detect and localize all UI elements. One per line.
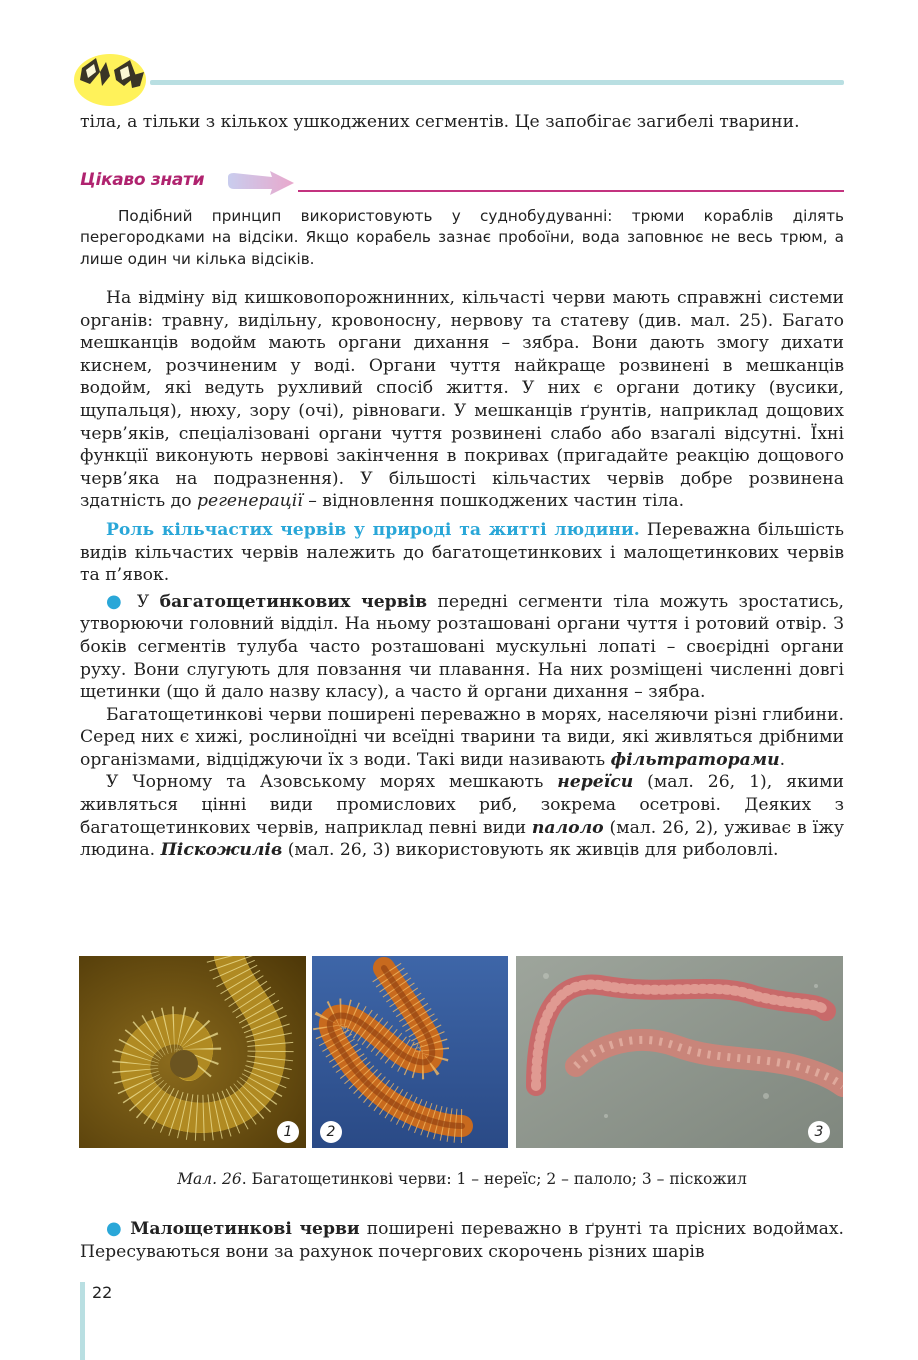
paragraph-polychaeta: [80, 591, 844, 704]
fact-rule: [298, 190, 844, 192]
para1-text-a: На відміну від кишковопорожнинних, кільчасті черви мають справжні системи органів: травну, видільну, кровоносну, нервову та статеву (див. мал. 25). Багато мешканців водойм мають органи дихання – зябра. Вони дають змогу дихати киснем, розчиненим у воді. Органи чуття найкраще розвинені в мешканців водойм, які ведуть рухливий спосіб життя. У них є органи дотику (вусики, щупальця), нюху, зору (очі), рівноваги. У мешканців ґрунтів, наприклад дощових черв’яків, спеціалізовані органи чуття розвинені слабо або взагалі відсутні. Їхні функції виконують нервові закінчення в покривах (пригадайте реакцію дощового черв’яка на подразнення). У більшості кільчастих червів добре розвинена здатність до: [80, 288, 844, 512]
bullet-icon: ●: [106, 1218, 124, 1239]
para4-text: Багатощетинкові черви поширені переважно в морях, населяючи різні глибини. Серед них є хижі, рослиноїдні чи всеїдні тварини та види, які живляться дрібними організмами, відціджуючи їх з води. Такі види називають: [80, 704, 844, 770]
figure-label-2: 2: [320, 1121, 342, 1143]
paragraph-role: [80, 519, 844, 587]
arrow-right-icon: [226, 171, 296, 195]
fact-title: Цікаво знати: [80, 170, 205, 190]
caption-text: . Багатощетинкові черви: 1 – нереїс; 2 – палоло; 3 – піскожил: [241, 1170, 747, 1188]
para5-t4: (мал. 26, 3) використовують як живців для риболовлі.: [282, 840, 779, 861]
fact-header: [80, 168, 844, 198]
photo-nereis: [79, 956, 306, 1148]
figure-caption: [80, 1170, 844, 1188]
para1-text-b: – відновлення пошкоджених частин тіла.: [302, 491, 685, 512]
term-nereis: нереїси: [557, 772, 634, 793]
para2-text: Переважна більшість видів кільчастих червів належить до багатощетинкових і малощетинкових червів та п’явок.: [80, 519, 844, 586]
paragraph-oligochaeta: [80, 1218, 844, 1263]
term-palolo: палоло: [531, 817, 604, 838]
paragraph-systems: [80, 287, 844, 513]
continuation-paragraph: [80, 111, 844, 134]
figure-label-3: 3: [808, 1121, 830, 1143]
term-lugworm: Піскожилів: [160, 840, 283, 861]
paragraph-oligochaeta-block: [80, 1218, 844, 1263]
header-rule: [150, 80, 844, 85]
bullet-icon: ●: [106, 590, 127, 612]
para3-text: передні сегменти тіла можуть зростатись, утворюючи головний відділ. На ньому розташовані органи чуття і ротовий отвір. З боків сегментів тулуба часто розташовані мускульні лопаті – своєрідні органи руху. Вони слугують для повзання чи плавання. На них розміщені численні довгі щетинки (що й дало назву класу), а часто й органи дихання – зябра.: [80, 591, 844, 703]
page-number: 22: [92, 1283, 113, 1302]
page-margin-bar: [80, 1282, 85, 1360]
figure-label-1: 1: [277, 1121, 299, 1143]
paragraph-habitat: [80, 704, 844, 772]
para5-t3: (мал. 26, 2), уживає в їжу людина.: [80, 817, 845, 861]
caption-lead: Мал. 26: [177, 1170, 242, 1188]
term-filter-feeders: фільтраторами: [610, 749, 780, 770]
section-heading-role: Роль кільчастих червів у природі та житті людини.: [106, 519, 640, 540]
para4-end: .: [779, 749, 786, 770]
photo-palolo: [312, 956, 508, 1148]
para3-pre: У: [126, 591, 160, 612]
fact-text: Подібний принцип використовують у суднобудуванні: трюми кораблів ділять перегородками на відсіки. Якщо корабель зазнає пробоїни, вода заповнює не весь трюм, а лише один чи кілька відсіків.: [80, 207, 844, 268]
term-polychaeta: багатощетинкових червів: [159, 591, 428, 612]
main-body: [80, 287, 844, 862]
butterfly-logo-icon: [70, 50, 150, 108]
paragraph-species: [80, 771, 844, 861]
term-regeneration: регенерації: [197, 491, 303, 512]
para6-text: поширені переважно в ґрунті та прісних водоймах. Пересуваються вони за рахунок почергових скорочень різних шарів: [80, 1219, 844, 1262]
fact-body: [80, 206, 844, 270]
para5-t2: (мал. 26, 1), якими живляться цінні види промислових риб, зокрема осетрові. Деяких з багатощетинкових червів, наприклад певні види: [80, 772, 844, 838]
photo-lugworm: [516, 956, 843, 1148]
para5-t1: У Чорному та Азовському морях мешкають: [106, 772, 558, 793]
figure-26: [79, 956, 843, 1148]
continuation-text: тіла, а тільки з кількох ушкоджених сегментів. Це запобігає загибелі тварини.: [80, 112, 800, 132]
term-oligochaeta: Малощетинкові черви: [130, 1219, 360, 1239]
